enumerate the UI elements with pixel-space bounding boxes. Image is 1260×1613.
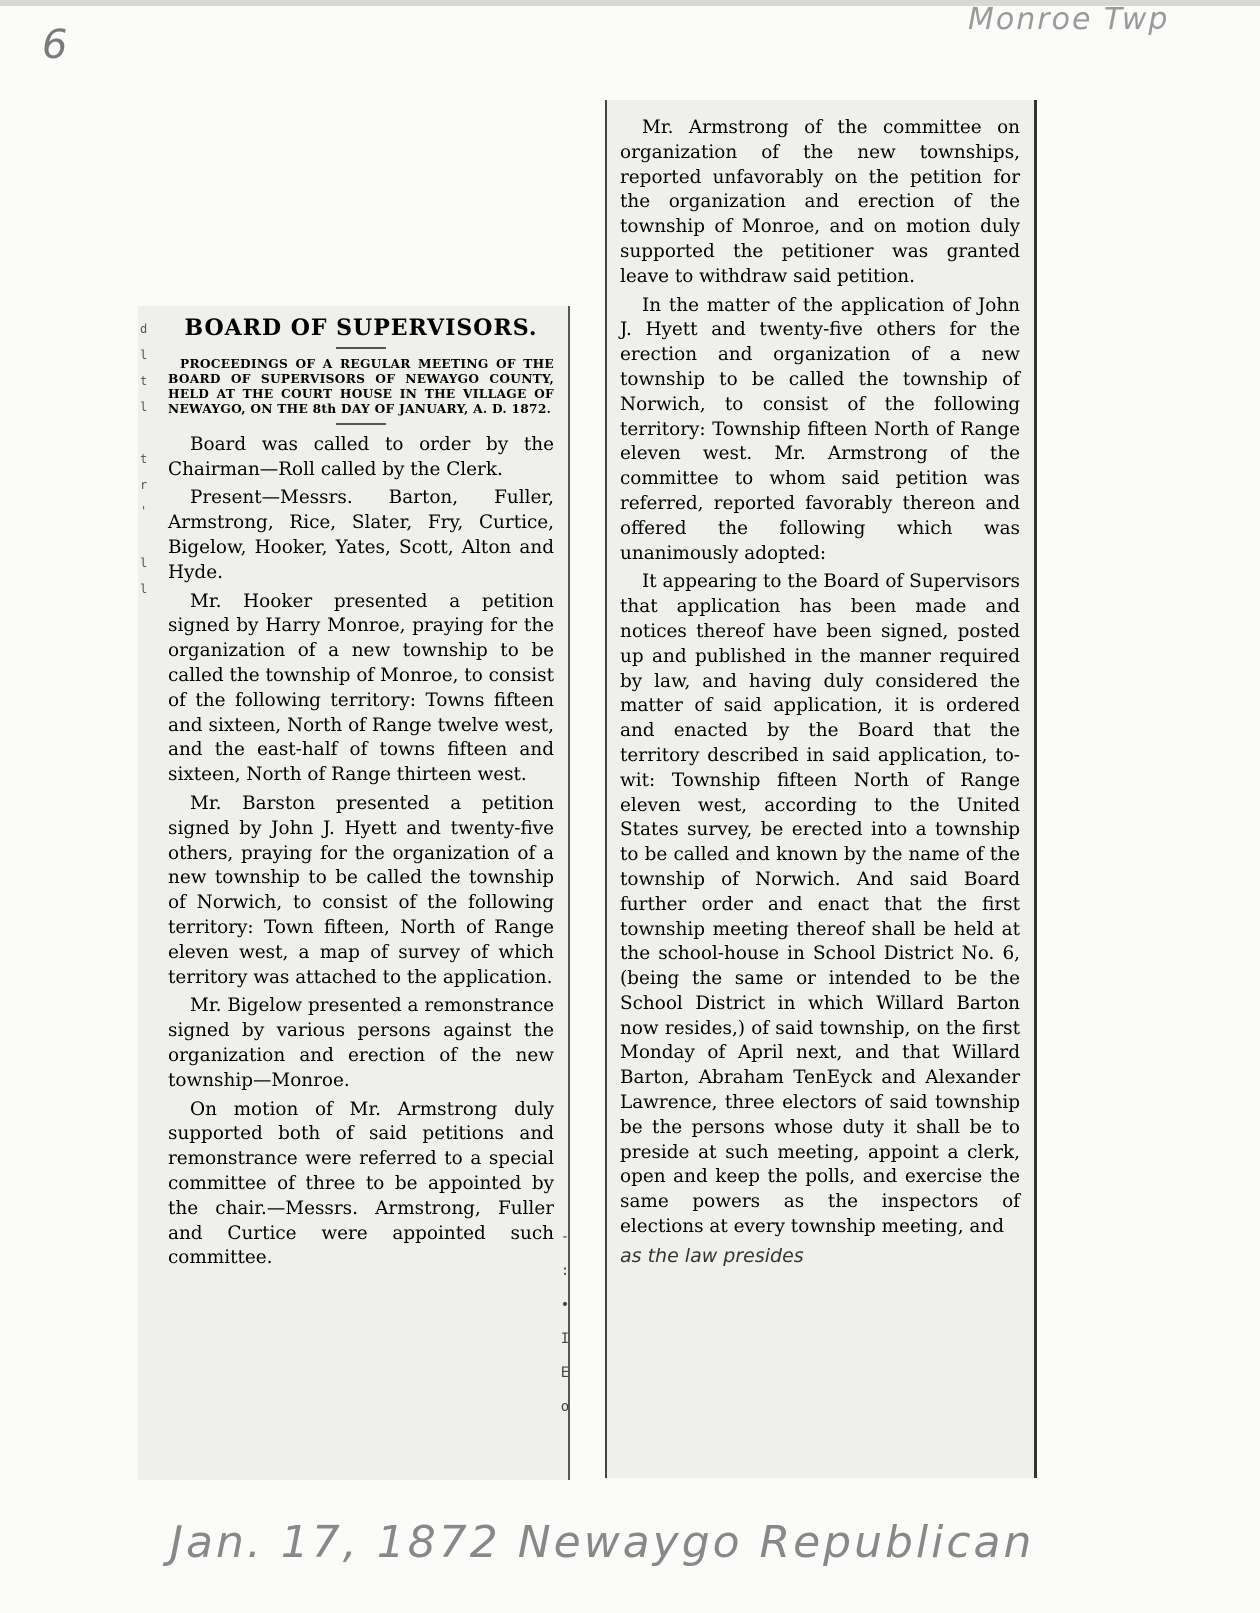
closing-handwritten-note: as the law presides — [620, 1244, 804, 1267]
article-paragraph: Board was called to order by the Chairman—Roll called by the Clerk. — [168, 433, 554, 480]
article-paragraph: Mr. Barston presented a petition signed by John J. Hyett and twenty-five others, praying for the organization of a new township to be called the township of Norwich, to consist of the following territory: Town fifteen, North of Range eleven west, a map of survey of which territory was attached to the application. — [168, 792, 554, 988]
left-article-column — [168, 316, 554, 1275]
closing-line — [620, 1244, 1020, 1270]
article-subheadline: PROCEEDINGS OF A REGULAR MEETING OF THE BOARD OF SUPERVISORS OF NEWAYGO COUNTY, HELD AT THE COURT HOUSE IN THE VILLAGE OF NEWAYGO, ON THE 8th DAY OF JANUARY, A. D. 1872. — [168, 356, 554, 416]
right-article-column — [620, 116, 1020, 1274]
article-paragraph: It appearing to the Board of Supervisors that application has been made and notices thereof have been signed, posted up and published in the manner required by law, and having duly considered the matter of said application, it is ordered and enacted by the Board that the territory described in said application, to-wit: Township fifteen North of Range eleven west, according to the United States survey, be erected into a township to be called and known by the name of the township of Norwich. And said Board further order and enact that the first township meeting thereof shall be held at the school-house in School District No. 6, (being the same or intended to be the School District in which Willard Barton now resides,) of said township, on the first Monday of April next, and that Willard Barton, Abraham TenEyck and Alexander Lawrence, three electors of said township be the persons whose duty it shall be to preside at such meeting, appoint a clerk, open and keep the polls, and exercise the same powers as the inspectors of elections at every township meeting, and — [620, 571, 1020, 1238]
article-paragraph: In the matter of the application of John J. Hyett and twenty-five others for the erection and organization of a new township to be called the township of Norwich, to consist of the following territory: Township fifteen North of Range eleven west. Mr. Armstrong of the committee to whom said petition was referred, reported favorably thereon and offered the following which was unanimously adopted: — [620, 294, 1020, 564]
top-handwritten-note: Monroe Twp — [968, 2, 1170, 37]
left-clipping-edge-marks: d l t l t r ' l l — [140, 322, 148, 596]
column-gutter-marks: - : • I E o — [560, 1229, 570, 1415]
subheadline-rule — [336, 423, 386, 425]
article-headline: BOARD OF SUPERVISORS. — [184, 315, 538, 341]
headline-rule — [336, 347, 386, 349]
bottom-handwritten-note: Jan. 17, 1872 Newaygo Republican — [170, 1517, 1035, 1568]
article-paragraph: Present—Messrs. Barton, Fuller, Armstrong, Rice, Slater, Fry, Curtice, Bigelow, Hooker, Yates, Scott, Alton and Hyde. — [168, 487, 554, 583]
article-paragraph: Mr. Armstrong of the committee on organization of the new townships, reported unfavorably on the petition for the organization and erection of the township of Monroe, and on motion duly supported the petitioner was granted leave to withdraw said petition. — [620, 117, 1020, 287]
article-paragraph: On motion of Mr. Armstrong duly supported both of said petitions and remonstrance were referred to a special committee of three to be appointed by the chair.—Messrs. Armstrong, Fuller and Curtice were appointed such committee. — [168, 1098, 554, 1269]
article-paragraph: Mr. Hooker presented a petition signed by Harry Monroe, praying for the organization of a new township to be called the township of Monroe, to consist of the following territory: Towns fifteen and sixteen, North of Range twelve west, and the east-half of towns fifteen and sixteen, North of Range thirteen west. — [168, 590, 554, 786]
page-number-annotation: 6 — [42, 22, 68, 68]
article-paragraph: Mr. Bigelow presented a remonstrance signed by various persons against the organization and erection of the new township—Monroe. — [168, 995, 554, 1091]
